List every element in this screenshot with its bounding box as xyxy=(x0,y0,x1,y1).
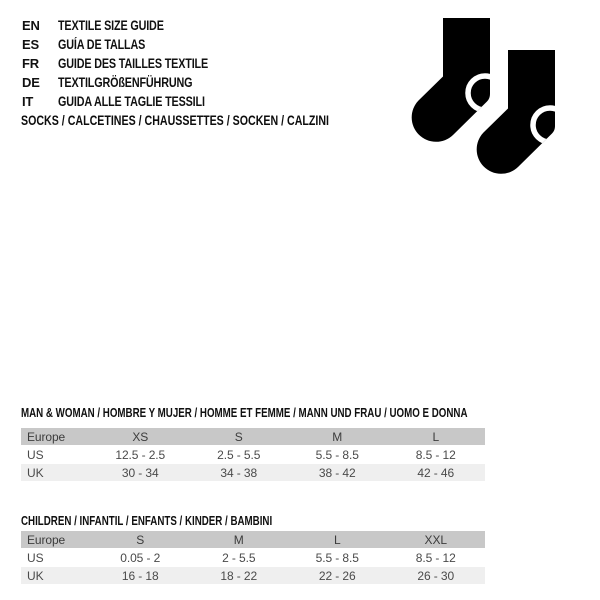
column-header-size: XXL xyxy=(424,532,447,547)
row-label: US xyxy=(27,447,44,462)
table-title-children: CHILDREN / INFANTIL / ENFANTS / KINDER / BAMBINI xyxy=(21,513,273,528)
language-legend xyxy=(22,16,246,111)
language-code: FR xyxy=(22,56,39,71)
size-cell: 16 - 18 xyxy=(121,568,159,583)
size-cell: 26 - 30 xyxy=(417,568,455,583)
size-cell: 5.5 - 8.5 xyxy=(315,550,359,565)
language-code: IT xyxy=(22,94,34,109)
column-header-region: Europe xyxy=(27,429,66,444)
table-header-row xyxy=(21,531,485,548)
column-header-size: M xyxy=(332,429,343,444)
size-table-man-woman xyxy=(21,428,485,482)
table-row-uk xyxy=(21,464,485,481)
language-label: GUIDE DES TAILLES TEXTILE xyxy=(58,56,209,71)
column-header-size: L xyxy=(432,429,440,444)
column-header-size: M xyxy=(233,532,244,547)
table-row-us xyxy=(21,549,485,566)
row-label: UK xyxy=(27,465,44,480)
table-row-uk xyxy=(21,567,485,584)
row-label: UK xyxy=(27,568,44,583)
language-code: EN xyxy=(22,18,40,33)
size-cell: 2.5 - 5.5 xyxy=(217,447,261,462)
size-cell: 2 - 5.5 xyxy=(222,550,256,565)
language-code: ES xyxy=(22,37,39,52)
table-header-row xyxy=(21,428,485,445)
size-cell: 8.5 - 12 xyxy=(415,550,456,565)
socks-icon xyxy=(402,10,572,190)
size-cell: 30 - 34 xyxy=(121,465,159,480)
category-title xyxy=(21,112,426,128)
size-table-children xyxy=(21,531,485,585)
size-cell: 0.05 - 2 xyxy=(120,550,161,565)
language-label: TEXTILGRÖßENFÜHRUNG xyxy=(58,75,193,90)
table-title-man-woman: MAN & WOMAN / HOMBRE Y MUJER / HOMME ET FEMME / MANN UND FRAU / UOMO E DONNA xyxy=(21,405,468,420)
language-row-de xyxy=(22,73,246,92)
column-header-region: Europe xyxy=(27,532,66,547)
sock-left xyxy=(412,18,502,142)
column-header-size: S xyxy=(136,532,145,547)
column-header-size: L xyxy=(333,532,341,547)
size-cell: 18 - 22 xyxy=(220,568,258,583)
category-title-text: SOCKS / CALCETINES / CHAUSSETTES / SOCKEN / CALZINI xyxy=(21,112,330,128)
table-row-us xyxy=(21,446,485,463)
column-header-size: S xyxy=(234,429,243,444)
language-code: DE xyxy=(22,75,40,90)
column-header-size: XS xyxy=(132,429,149,444)
size-cell: 34 - 38 xyxy=(220,465,258,480)
language-row-en xyxy=(22,16,246,35)
language-label: GUIDA ALLE TAGLIE TESSILI xyxy=(58,94,205,109)
size-cell: 42 - 46 xyxy=(417,465,455,480)
language-row-fr xyxy=(22,54,246,73)
sock-right xyxy=(477,50,567,174)
size-cell: 38 - 42 xyxy=(318,465,356,480)
language-label: TEXTILE SIZE GUIDE xyxy=(58,18,164,33)
language-row-it xyxy=(22,92,246,111)
language-row-es xyxy=(22,35,246,54)
size-cell: 5.5 - 8.5 xyxy=(315,447,359,462)
size-cell: 22 - 26 xyxy=(318,568,356,583)
row-label: US xyxy=(27,550,44,565)
language-label: GUÍA DE TALLAS xyxy=(58,37,146,52)
size-cell: 8.5 - 12 xyxy=(415,447,456,462)
size-cell: 12.5 - 2.5 xyxy=(115,447,166,462)
